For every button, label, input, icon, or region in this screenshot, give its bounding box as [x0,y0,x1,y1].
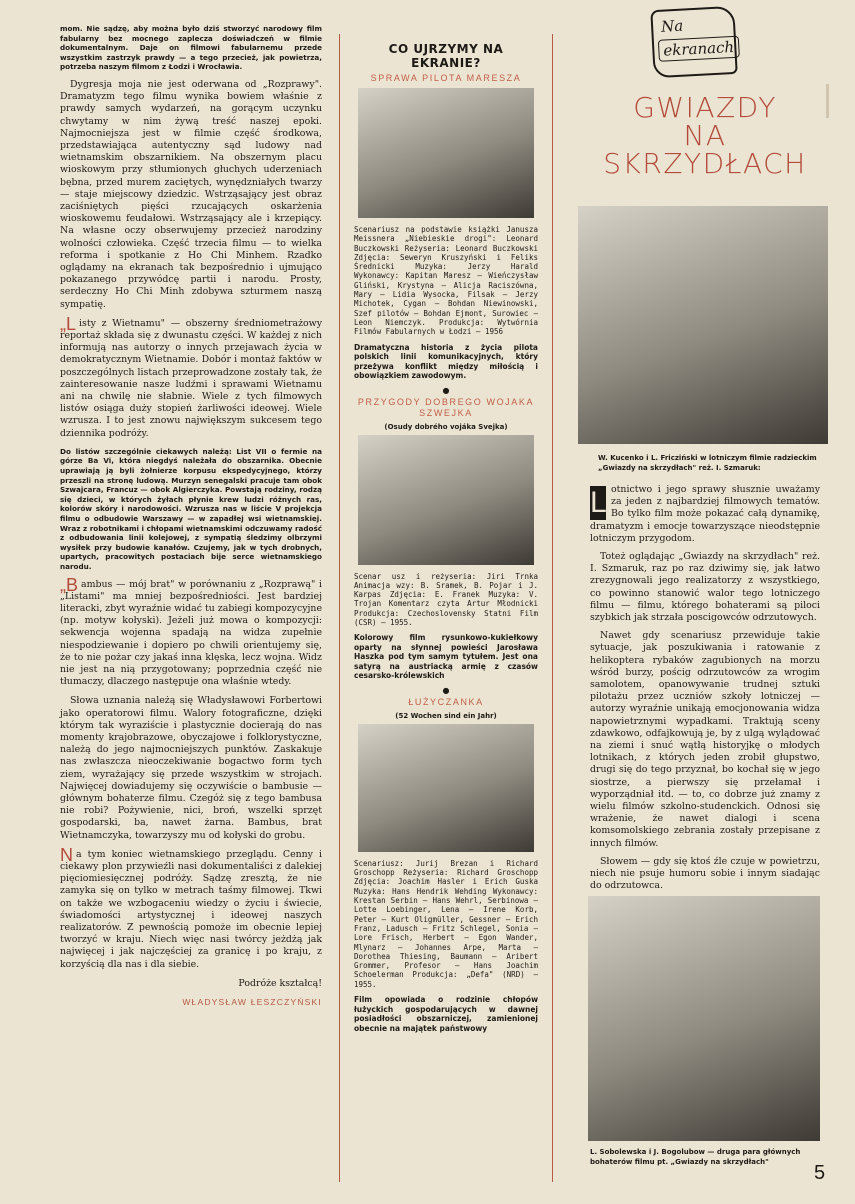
feature-paragraph-1-text: otnictwo i jego sprawy słusznie uważamy za jeden z najbardziej filmowych tematów. Bo tylko film może pokazać całą dynamikę, dramatyzm i emocje towarzyszące nieodstępnie lotniczym przygodom. [590,484,820,544]
paragraph-closing: Podróże kształcą! [238,977,322,989]
film-still-szwejk [358,435,534,565]
review-column [60,24,322,1007]
paragraph-forbert: Słowa uznania należą się Władysławowi Forbertowi jako operatorowi filmu. Walory fotograficzne, dzięki którym tak wyraziście i plastycznie docierają do nas momenty krajobrazowe, obyczajowe i folklorystyczne, należą do jego najmocniejszych punktów. Zaskakuje nas zwłaszcza nieoczekiwanie bogactwo form tych ziem, wyrażający się przede wszystkim w strojach. Najwięcej dowiadujemy się oczywiście o bambusie — głównym bohaterze filmu. Czegóż się z tego bambusa nie robi? Pożywienie, nici, broń, wszelki sprzęt gospodarski, ba, nawet żarna. Bambus, brat Wietnamczyka, towarzyszy mu od kołyski do grobu. [60,695,322,841]
paragraph-listy [60,313,322,440]
feature-photo-caption-1: W. Kucenko i L. Fricziński w lotniczym filmie radzieckim „Gwiazdy na skrzydłach" reż. I. Szmaruk: [598,454,817,472]
feature-photo-caption-2: L. Sobolewska i J. Bogolubow — druga para głównych bohaterów filmu pt. „Gwiazdy na skrzydłach" [590,1148,801,1166]
feature-headline [590,91,820,180]
feature-paragraph-3: Nawet gdy scenariusz przewiduje takie sytuacje, jak poszukiwania i ratowanie z helikoptera rybaków zagubionych na morzu wśród burzy, pościg odrzutowców za wrogim samolotem, opanowywanie trudnej sztuki pilotażu przez uczniów szkoły lotniczej — autorzy wyraźnie unikają emocjonowania widza napowietrznymi wypadkami. Traktują sceny zdawkowo, odfajkowują je, by z ulgą wylądować na ziemi i snuć wątłą historyjkę o młodych lotnikach, z których jeden zrobił głupstwo, drugi się do tego przyznał, bo kochał się w jego siostrze, a pierwszy się przełamał i wyporządniał itd. — to, co dobrze już znamy z wielu filmów szkolno-studenckich. Odnosi się wrażenie, że nawet dialogi i scena komsomolskiego zebrania zostały przepisane z innych filmów. [590,630,820,849]
paragraph-bambus [60,574,322,689]
film-still-maresz [358,88,534,218]
film-description-maresz: Dramatyczna historia z życia pilota polskich linii komunikacyjnych, który przeżywa konflikt między miłością i obowiązkiem zawodowym. [354,342,538,381]
paragraph-listy-details: Do listów szczególnie ciekawych należą: List VII o fermie na górze Ba Vi, która niegdyś należała do obszarnika. Obecnie uprawiają ją byli żołnierze korpusu ekspedycyjnego, którzy przeszli na stronę ludową. Murzyn senegalski pracuje tam obok Szwajcara, Francuz — obok Algierczyka. Powstają rodziny, rodzą się dzieci, w których żyłach płynie krew ludzi różnych ras, kolorów skóry i narodowości. Wzrusza nas w liście V projekcja filmu o odbudowie Warszawy — w zapadłej wsi wietnamskiej. Wraz z robotnikami i chłopami wietnamskimi odczuwamy radość z odbudowania linii kolejowej, z sympatią śledzimy olbrzymi wysiłek przy budowie kanałów. Czujemy, jak w tych drobnych, upartych, pracowitych postaciach bije serce wietnamskiego narodu. [60,446,322,571]
logo-text-bottom: ekranach [658,36,740,62]
film-description-luzyczanka: Film opowiada o rodzinie chłopów łużyckich gospodarujących w dawnej posiadłości obszarniczej, zamienionej obecnie na majątek państwowy [354,995,538,1033]
headline-line-2: NA [683,119,727,152]
paragraph-conclusion-text: a tym koniec wietnamskiego przeglądu. Cenny i ciekawy plon przywieźli nasi dokumentaliści z dalekiej pięciomiesięcznej podróży. Sądzę zresztą, że nie zamyka się on tylko w metrach taśmy filmowej. Tkwi on także we wzbogaceniu wiedzy o życiu i świecie, świadomości artystycznej i ideowej naszych realizatorów. Z pewnością pomoże im obecnie lepiej tworzyć w kraju. Niech więc nasi twórcy jeżdżą jak najwięcej i jak najczęściej za granicę i po kraju, z korzyścią dla nas i dla siebie. [60,848,322,970]
drop-cap: „L [60,313,77,334]
separator-dot: ● [442,385,450,395]
bleed-through-mark [826,84,851,118]
feature-paragraph-1 [590,484,820,545]
paragraph-listy-text: isty z Wietnamu" — obszerny średniometrażowy reportaż składa się z dwunastu części. W każdej z nich informują nas autorzy o innych przejawach życia w demokratycznym Wietnamie. Dobór i montaż faktów w poszczególnych listach przeprowadzone zostały tak, że zainteresowanie nasze ludźmi i sprawami Wietnamu ani na chwilę nie słabnie. Wiele z tych filmowych listów osiąga duży stopień żarliwości ideowej. Wiele wzrusza. I to jest znowu największym sukcesem tego dziennika podróży. [60,317,322,439]
logo-text-top: Na [660,16,684,36]
film-title-szwejk: PRZYGODY DOBREGO WOJAKA SZWEJKA [357,396,535,418]
feature-paragraph-2: Toteż oglądając „Gwiazdy na skrzydłach" reż. I. Szmaruk, raz po raz dziwimy się, jak łatwo zrezygnowali jego realizatorzy z wszystkiego, co powinno stanowić walor tego lotniczego filmu — filmu, którego bohaterami są piloci szybkich jak strzała poscigowców odrzutowych. [590,551,820,624]
feature-text [590,484,820,907]
film-description-szwejk: Kolorowy film rysunkowo-kukiełkowy oparty na słynnej powieści Jarosława Haszka pod tym samym tytułem. Jest ona satyrą na austriacką armię z czasów cesarsko-królewskich [354,633,538,681]
paragraph-bambus-text: ambus — mój brat" w porównaniu z „Rozprawą" i „Listami" ma mniej bezpośredniości. Jest bardziej literacki, zbyt wyraźnie widać tu zabiegi kompozycyjne (np. motyw kołyski). Jeżeli już mowa o kompozycji: sekwencja wojenna spadają na widza zupełnie niespodziewanie i dopiero po chwili orientujemy się, że to nie pożar czy jakaś inna klęska, lecz wojna. Widz nie jest na nią przygotowany; poprzednia część nie tłumaczy, dlaczego następuje ona właśnie wtedy. [60,578,322,688]
film-credits-szwejk: Scenar usz i reżyseria: Jiri Trnka Animacja wzy: B. Sramek, B. Pojar i J. Karpas Zdjęcia: E. Franek Muzyka: V. Trojan Komentarz czyta Artur Młodnicki Produkcja: Czechoslovensky Statni Film (CSR) — 1955. [354,571,538,628]
box-heading: CO UJRZYMY NA EKRANIE? [388,42,504,70]
section-logo [650,6,737,78]
drop-cap: N [60,844,73,865]
author-signature: WŁADYSŁAW ŁESZCZYŃSKI [182,997,322,1008]
upcoming-films-box [339,34,553,1182]
film-original-title-luzyczanka: (52 Wochen sind ein Jahr) [395,711,497,720]
drop-cap: „B [60,574,78,595]
page-number: 5 [814,1162,826,1184]
headline-line-1: GWIAZDY [633,91,777,124]
film-title-luzyczanka: ŁUŻYCZANKA [408,696,484,707]
separator-dot: ● [442,685,450,695]
film-credits-maresz: Scenariusz na podstawie książki Janusza Meissnera „Niebieskie drogi": Leonard Buczkowski Reżyseria: Leonard Buczkowski Zdjęcia: Seweryn Kruszyński i Feliks Średnicki Muzyka: Jerzy Harald Wykonawcy: Kapitan Maresz — Wieńczysław Gliński, Krystyna — Alicja Raciszówna, Mary — Lidia Wysocka, Filsak — Jerzy Michotek, Cygan — Bohdan Niewinowski, Szef pilotów — Bohdan Ejmont, Surowiec — Leon Niemczyk. Produkcja: Wytwórnia Filmów Fabularnych w Łodzi — 1956 [354,225,538,337]
paragraph-rozprawa: Dygresja moja nie jest oderwana od „Rozprawy". Dramatyzm tego filmu wynika bowiem właśnie z prawdy samych wydarzeń, na gorącym uczynku chwytamy w nim żywą treść naszej epoki. Najmocniejsza jest w filmie część środkowa, przedstawiająca autentyczny sąd ludowy nad wietnamskim obszarnikiem. Na obszernym placu wioskowym przy stłumionych głuchych uderzeniach bębna, przed murem zaciętych, wynędzniałych twarzy — staje miejscowy dziedzic. Wstrząsający jest obraz zaciśniętych pięści rzucających oskarżenia wioskowemu feudałowi. Wstrząsający ale i krzepiący. Na własne oczy obserwujemy przecież narodziny wolności człowieka. Część trzecia filmu — to wielka reforma i spotkanie z Ho Chi Minhem. Rzadko oglądamy na ekranach tak bezpośrednio i ujmująco pokazanego przywódcę partii i narodu. Prosty, serdeczny Ho Chi Minh zdobywa szturmem naszą sympatię. [60,78,322,310]
headline-line-3: SKRZYDŁACH [603,147,807,180]
feature-paragraph-4: Słowem — gdy się ktoś źle czuje w powietrzu, niech nie psuje humoru sobie i innym siadając do odrzutowca. [590,855,820,892]
film-credits-luzyczanka: Scenariusz: Jurij Brezan i Richard Groschopp Reżyseria: Richard Groschopp Zdjęcia: Joachim Hasler i Erich Guska Muzyka: Hans Hendrik Wehding Wykonawcy: Krestan Serbin — Hans Wehrl, Serbinowa — Lotte Loebinger, Lena — Irene Korb, Peter — Kurt Oligmüller, Gessner — Erich Franz, Ladusch — Fritz Schlegel, Sonia — Lore Frisch, Herbert — Egon Wander, Mlynarz — Johannes Arpe, Marta — Dorothea Thiesing, Baumann — Aribert Grommer, Profesor — Hans Joachim Schoelerman Produkcja: „Defa" (NRD) — 1955. [354,858,538,989]
film-original-title-szwejk: (Osudy dobrého vojáka Svejka) [384,422,508,431]
film-title-maresz: SPRAWA PILOTA MARESZA [370,73,522,83]
paragraph-conclusion [60,844,322,971]
drop-cap: L [590,486,607,519]
feature-photo-couple [588,896,820,1141]
paragraph-intro: mom. Nie sądzę, aby można było dziś stworzyć narodowy film fabularny bez mocnego zaplecza doświadczeń w filmie dokumentalnym. Daje on filmowi fabularnemu przede wszystkim zastrzyk prawdy — a tego przecież, jak powietrza, potrzeba naszym filmom z Łodzi i Wrocławia. [60,24,322,72]
feature-photo-pilots [578,206,828,444]
film-still-luzyczanka [358,724,534,852]
